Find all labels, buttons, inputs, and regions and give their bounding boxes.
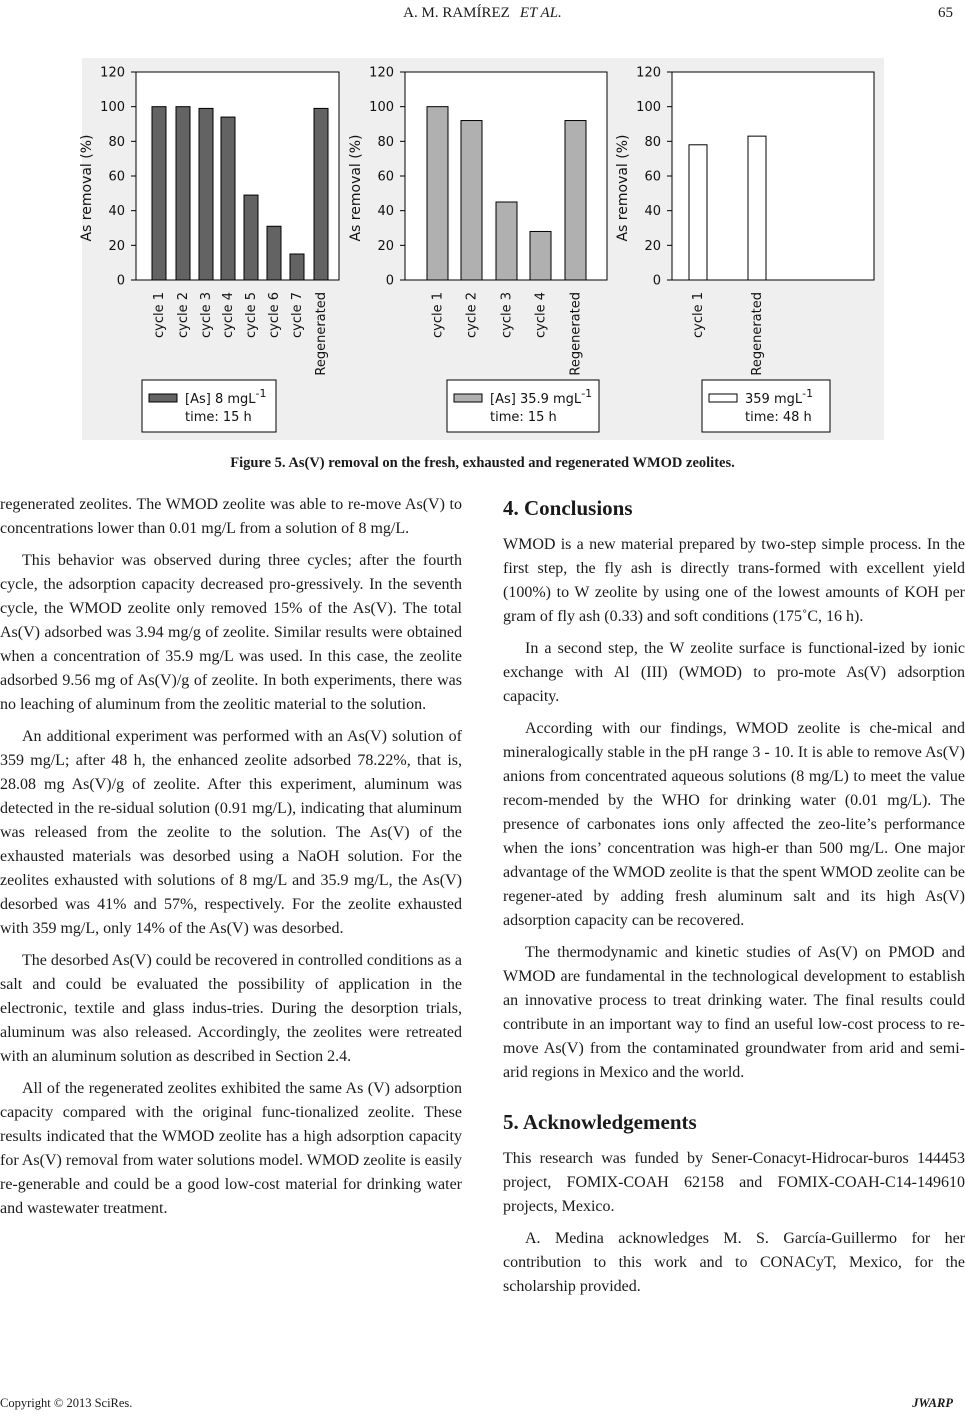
y-tick-label: 40 xyxy=(377,204,394,220)
running-head xyxy=(0,5,965,27)
x-tick-label: cycle 1 xyxy=(152,292,167,339)
y-axis-label: As removal (%) xyxy=(348,134,364,242)
paragraph: This research was funded by Sener-Conacyt-Hidrocar-buros 144453 project, FOMIX-COAH 62158 and FOMIX-COAH-C14-149610 projects, Mexico. xyxy=(503,1150,965,1215)
bar xyxy=(221,117,235,280)
legend-label-sup: -1 xyxy=(581,387,593,400)
x-tick-label: cycle 2 xyxy=(176,292,191,339)
y-tick-label: 80 xyxy=(644,134,661,150)
journal-name: JWARP xyxy=(912,1396,953,1410)
y-tick-label: 80 xyxy=(377,134,394,150)
x-tick-label: cycle 5 xyxy=(244,292,259,339)
x-tick-label: cycle 3 xyxy=(499,292,515,339)
running-title xyxy=(0,5,965,22)
paragraph: All of the regenerated zeolites exhibited the same As (V) adsorption capacity compared with the original func-tionalized zeolite. These results indicated that the WMOD zeolite has a high adsorption capacity for As(V) removal from water solutions model. WMOD zeolite is easily re-generable and could be a good low-cost material for drinking water and wastewater treatment. xyxy=(0,1080,462,1217)
y-tick-label: 120 xyxy=(369,65,394,81)
y-tick-label: 0 xyxy=(116,273,125,289)
y-tick-label: 80 xyxy=(108,134,125,150)
bar xyxy=(176,107,190,280)
figure-5 xyxy=(79,58,884,440)
left-column xyxy=(0,493,462,1229)
bar xyxy=(689,145,707,280)
y-tick-label: 60 xyxy=(644,169,661,185)
x-tick-label: cycle 1 xyxy=(691,292,706,339)
paragraph: According with our findings, WMOD zeolite is che-mical and mineralogically stable in the pH range 3 - 10. It is able to remove As(V) anions from concentrated aqueous solutions (8 mg/L) to meet the value recom-mended by the WHO for drinking water (0.01 mg/L). The presence of carbonates ions only affected the zeo-lite’s performance when the ions’ concentration was high-er than 500 mg/L. One major advantage of the WMOD zeolite is that the spent WMOD zeolite can be regener-ated by adding fresh aluminum salt and its high As(V) adsorption capacity can be recovered. xyxy=(503,720,965,929)
y-tick-label: 0 xyxy=(385,273,394,289)
figure-caption: Figure 5. As(V) removal on the fresh, exhausted and regenerated WMOD zeolites. xyxy=(230,455,735,471)
legend-time: time: 15 h xyxy=(490,410,557,425)
x-tick-label: cycle 3 xyxy=(199,292,214,339)
y-tick-label: 60 xyxy=(377,169,394,185)
page-number: 65 xyxy=(938,5,953,21)
x-tick-label: cycle 1 xyxy=(430,292,446,339)
y-tick-label: 120 xyxy=(100,65,125,81)
y-tick-label: 100 xyxy=(369,100,394,116)
section-heading-acknowledgements: 5. Acknowledgements xyxy=(503,1110,697,1134)
bar xyxy=(152,107,166,280)
y-axis-label: As removal (%) xyxy=(79,134,95,242)
x-tick-label: cycle 4 xyxy=(221,292,236,339)
paragraph: regenerated zeolites. The WMOD zeolite was able to re-move As(V) to concentrations lower than 0.01 mg/L from a solution of 8 mg/L. xyxy=(0,496,462,537)
paragraph: In a second step, the W zeolite surface is functional-ized by ionic exchange with Al (III) (WMOD) to pro-mote As(V) adsorption capacity. xyxy=(503,640,965,705)
right-column xyxy=(503,493,965,1307)
legend-label-sup: -1 xyxy=(255,387,267,400)
y-tick-label: 20 xyxy=(377,238,394,254)
legend-swatch xyxy=(709,394,737,402)
legend-time: time: 15 h xyxy=(185,410,252,425)
bar xyxy=(461,121,482,280)
paragraph: This behavior was observed during three cycles; after the fourth cycle, the adsorption capacity decreased pro-gressively. In the seventh cycle, the WMOD zeolite only removed 15% of the As(V). The total As(V) adsorbed was 3.94 mg/g of zeolite. Similar results were obtained when a concentration of 35.9 mg/L was used. In this case, the zeolite adsorbed 9.56 mg of As(V)/g of zeolite. In both experiments, there was no leaching of aluminum from the zeolitic material to the solution. xyxy=(0,552,462,713)
running-etal: ET AL. xyxy=(519,5,562,21)
y-tick-label: 20 xyxy=(644,238,661,254)
x-tick-label: Regenerated xyxy=(314,292,329,376)
paragraph: The desorbed As(V) could be recovered in controlled conditions as a salt and could be evaluated the possibility of application in the electronic, textile and glass indus-tries. During the desorption trials, aluminum was also released. Accordingly, the zeolites were retreated with an aluminum solution as described in Section 2.4. xyxy=(0,952,462,1065)
y-tick-label: 0 xyxy=(652,273,661,289)
y-tick-label: 100 xyxy=(636,100,661,116)
running-authors: A. M. RAMÍREZ xyxy=(403,5,510,21)
bar xyxy=(244,195,258,280)
y-tick-label: 40 xyxy=(644,204,661,220)
bar xyxy=(290,254,304,280)
paragraph: A. Medina acknowledges M. S. García-Guillermo for her contribution to this work and to CONACyT, Mexico, for the scholarship provided. xyxy=(503,1230,965,1295)
bar xyxy=(565,121,586,280)
bar xyxy=(199,108,213,280)
copyright: Copyright © 2013 SciRes. xyxy=(0,1396,133,1410)
legend-label: [As] 35.9 mgL$^{-1}$ xyxy=(490,387,593,407)
y-tick-label: 40 xyxy=(108,204,125,220)
bar xyxy=(748,136,766,280)
y-tick-label: 60 xyxy=(108,169,125,185)
x-tick-label: cycle 2 xyxy=(464,292,480,339)
x-tick-label: cycle 6 xyxy=(267,292,282,339)
legend-time: time: 48 h xyxy=(745,410,812,425)
x-tick-label: cycle 4 xyxy=(533,292,549,339)
bar xyxy=(530,231,551,280)
bar xyxy=(267,226,281,280)
x-tick-label: Regenerated xyxy=(568,292,584,376)
y-axis-label: As removal (%) xyxy=(615,134,631,242)
paragraph: WMOD is a new material prepared by two-step simple process. In the first step, the fly ash is directly trans-formed with excellent yield (100%) to W zeolite by using one of the lowest amounts of KOH per gram of fly ash (0.33) and soft conditions (175˚C, 16 h). xyxy=(503,536,965,625)
section-heading-conclusions: 4. Conclusions xyxy=(503,496,633,520)
bar xyxy=(496,202,517,280)
legend-label: 359 mgL$^{-1}$ xyxy=(745,387,814,407)
bar xyxy=(427,107,448,280)
y-tick-label: 120 xyxy=(636,65,661,81)
bar xyxy=(314,108,328,280)
legend-label: [As] 8 mgL$^{-1}$ xyxy=(185,387,267,407)
legend-swatch xyxy=(454,394,482,402)
x-tick-label: cycle 7 xyxy=(290,292,305,339)
legend-label-sup: -1 xyxy=(802,387,814,400)
y-tick-label: 100 xyxy=(100,100,125,116)
x-tick-label: Regenerated xyxy=(750,292,765,376)
y-tick-label: 20 xyxy=(108,238,125,254)
paragraph: The thermodynamic and kinetic studies of As(V) on PMOD and WMOD are fundamental in the technological development to establish an innovative process to treat drinking water. The final results could contribute in an important way to find an useful low-cost process to re-move As(V) from the contaminated groundwater from arid and semi-arid regions in Mexico and the world. xyxy=(503,944,965,1081)
paragraph: An additional experiment was performed with an As(V) solution of 359 mg/L; after 48 h, the enhanced zeolite adsorbed 78.22%, that is, 28.08 mg As(V)/g of zeolite. After this experiment, aluminum was detected in the re-sidual solution (0.91 mg/L), indicating that aluminum was released from the zeolite to the solution. The As(V) of the exhausted materials was desorbed using a NaOH solution. For the zeolites exhausted with solutions of 8 mg/L and 35.9 mg/L, the As(V) desorbed was 41% and 57%, respectively. For the zeolite exhausted with 359 mg/L, only 14% of the As(V) was desorbed. xyxy=(0,728,462,937)
figure-5-charts xyxy=(79,58,884,440)
legend-swatch xyxy=(149,394,177,402)
